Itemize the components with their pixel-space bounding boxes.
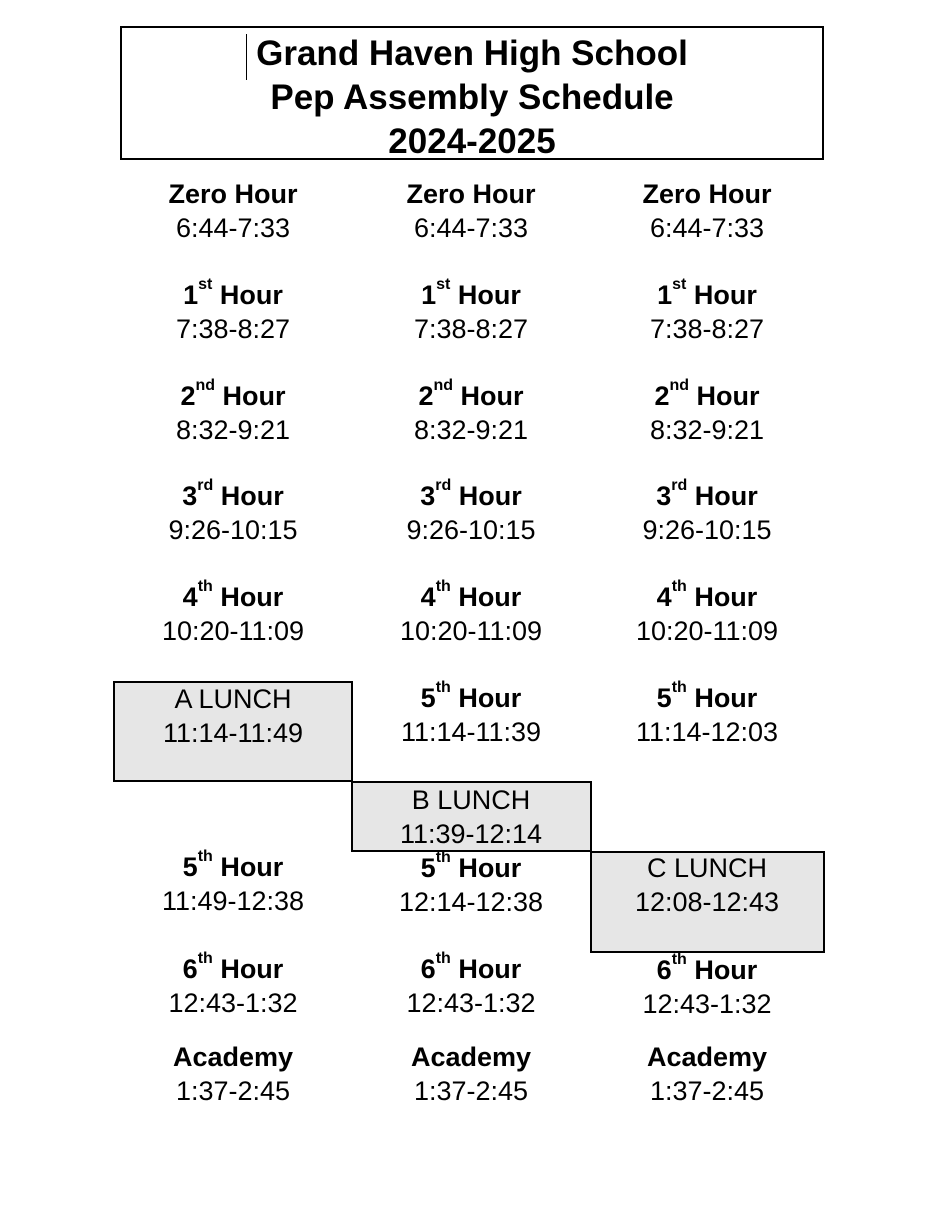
col3-second-hour <box>587 377 827 448</box>
text-columns-1-h3-label: Hour <box>451 481 522 511</box>
text-columns-0-h1-time: 7:38-8:27 <box>175 314 291 344</box>
text-columns-1-zero-time: 6:44-7:33 <box>413 213 529 243</box>
col1-zero-hour <box>113 178 353 246</box>
col3-first-hour <box>587 276 827 347</box>
text-columns-0-h4-sup: th <box>197 578 213 595</box>
text-columns-0-h5-label: Hour <box>212 852 284 882</box>
text-columns-1-h5a-sup: th <box>435 679 451 696</box>
period-label <box>351 578 591 614</box>
text-columns-0-lunch-label: A LUNCH <box>174 684 292 714</box>
col3-zero-hour <box>587 178 827 246</box>
text-columns-0-h6-sup: th <box>197 950 213 967</box>
col1-first-hour <box>113 276 353 347</box>
text-columns-2-h5-label: Hour <box>686 683 758 713</box>
text-columns-1-h5b-time: 12:14-12:38 <box>398 887 544 917</box>
text-columns-0-h3-sup: rd <box>197 477 214 494</box>
period-label <box>351 950 591 986</box>
text-columns-0-academy-label: Academy <box>172 1042 294 1072</box>
text-columns-2-h4-label: Hour <box>686 582 758 612</box>
text-columns-1-academy-label: Academy <box>410 1042 532 1072</box>
period-label <box>113 276 353 312</box>
text-columns-2-h3-sup: rd <box>671 477 688 494</box>
school-name: Grand Haven High School <box>256 34 688 73</box>
col1-academy <box>113 1041 353 1109</box>
period-label <box>113 377 353 413</box>
col3-sixth-hour <box>587 951 827 1022</box>
col1-fourth-hour <box>113 578 353 649</box>
col2-sixth-hour <box>351 950 591 1021</box>
period-label <box>351 276 591 312</box>
text-columns-2-h6-label: Hour <box>686 955 758 985</box>
text-columns-2-h1-sup: st <box>672 276 687 293</box>
col1-fifth-hour <box>113 848 353 919</box>
period-label <box>587 377 827 413</box>
text-columns-1-academy-time: 1:37-2:45 <box>413 1076 529 1106</box>
text-columns-1-lunch-time: 11:39-12:14 <box>399 819 543 849</box>
text-columns-2-h1-num: 1 <box>657 280 673 310</box>
text-columns-0-zero-time: 6:44-7:33 <box>175 213 291 243</box>
col2-fifth-hour-first <box>351 679 591 750</box>
text-columns-0-h4-num: 4 <box>182 582 198 612</box>
text-columns-1-h2-label: Hour <box>453 381 524 411</box>
text-columns-1-h4-num: 4 <box>420 582 436 612</box>
text-columns-0-h6-label: Hour <box>212 954 284 984</box>
text-columns-2-h5-sup: th <box>671 679 687 696</box>
text-columns-2-lunch-label: C LUNCH <box>646 853 767 883</box>
text-columns-1-h3-time: 9:26-10:15 <box>406 515 536 545</box>
text-columns-1-h5a-time: 11:14-11:39 <box>400 717 542 747</box>
text-columns-1-h2-sup: nd <box>433 377 454 394</box>
text-columns-1-h5b-sup: th <box>435 849 451 866</box>
text-columns-0-zero-label: Zero Hour <box>168 179 298 209</box>
text-columns-0-academy-time: 1:37-2:45 <box>175 1076 291 1106</box>
col2-zero-hour <box>351 178 591 246</box>
text-columns-1-h6-time: 12:43-1:32 <box>406 988 536 1018</box>
col1-a-lunch <box>113 683 353 751</box>
text-columns-0-h3-num: 3 <box>182 481 198 511</box>
text-columns-2-h5-time: 11:14-12:03 <box>635 717 779 747</box>
text-columns-0-h1-num: 1 <box>183 280 199 310</box>
text-columns-2-academy-time: 1:37-2:45 <box>649 1076 765 1106</box>
text-columns-1-h6-label: Hour <box>450 954 522 984</box>
text-columns-0-h3-time: 9:26-10:15 <box>168 515 298 545</box>
text-columns-0-h4-time: 10:20-11:09 <box>161 616 305 646</box>
text-columns-2-h2-label: Hour <box>689 381 760 411</box>
text-columns-1-h1-time: 7:38-8:27 <box>413 314 529 344</box>
text-columns-2-h2-num: 2 <box>654 381 670 411</box>
text-columns-0-h2-label: Hour <box>215 381 286 411</box>
text-columns-1-h3-num: 3 <box>420 481 436 511</box>
text-columns-2-lunch-time: 12:08-12:43 <box>634 887 780 917</box>
text-columns-2-zero-label: Zero Hour <box>642 179 772 209</box>
text-columns-0-h2-time: 8:32-9:21 <box>175 415 291 445</box>
period-label <box>113 477 353 513</box>
period-label <box>351 849 591 885</box>
text-columns-0-h1-label: Hour <box>212 280 283 310</box>
col3-fifth-hour <box>587 679 827 750</box>
text-columns-0-h1-sup: st <box>198 276 213 293</box>
schedule-title-box <box>120 26 824 160</box>
text-columns-1-h2-time: 8:32-9:21 <box>413 415 529 445</box>
period-label <box>587 679 827 715</box>
text-columns-2-h1-time: 7:38-8:27 <box>649 314 765 344</box>
text-columns-2-h3-num: 3 <box>656 481 672 511</box>
col3-third-hour <box>587 477 827 548</box>
text-columns-2-h4-time: 10:20-11:09 <box>635 616 779 646</box>
text-columns-2-h6-time: 12:43-1:32 <box>642 989 772 1019</box>
text-columns-2-h2-time: 8:32-9:21 <box>649 415 765 445</box>
col2-academy <box>351 1041 591 1109</box>
period-label <box>587 951 827 987</box>
text-columns-2-zero-time: 6:44-7:33 <box>649 213 765 243</box>
text-columns-1-h4-sup: th <box>435 578 451 595</box>
text-columns-0-h6-num: 6 <box>182 954 198 984</box>
text-columns-1-h3-sup: rd <box>435 477 452 494</box>
text-columns-2-h6-num: 6 <box>656 955 672 985</box>
col2-first-hour <box>351 276 591 347</box>
text-columns-2-h1-label: Hour <box>686 280 757 310</box>
text-columns-1-h2-num: 2 <box>418 381 434 411</box>
text-columns-0-h5-num: 5 <box>182 852 198 882</box>
text-columns-0-h5-time: 11:49-12:38 <box>161 886 305 916</box>
text-columns-0-h4-label: Hour <box>212 582 284 612</box>
period-label <box>351 679 591 715</box>
text-columns-1-h6-sup: th <box>435 950 451 967</box>
text-columns-0-h3-label: Hour <box>213 481 284 511</box>
text-columns-2-h4-sup: th <box>671 578 687 595</box>
col1-second-hour <box>113 377 353 448</box>
text-columns-1-h6-num: 6 <box>420 954 436 984</box>
text-columns-2-h4-num: 4 <box>656 582 672 612</box>
text-columns-0-h6-time: 12:43-1:32 <box>168 988 298 1018</box>
col2-fourth-hour <box>351 578 591 649</box>
text-columns-2-h3-time: 9:26-10:15 <box>642 515 772 545</box>
text-columns-1-h1-sup: st <box>436 276 451 293</box>
text-columns-1-h1-label: Hour <box>450 280 521 310</box>
text-cursor <box>246 34 247 80</box>
text-columns-1-zero-label: Zero Hour <box>406 179 536 209</box>
text-columns-1-h5b-label: Hour <box>450 853 522 883</box>
period-label <box>351 377 591 413</box>
school-year: 2024-2025 <box>388 122 556 161</box>
text-columns-2-academy-label: Academy <box>646 1042 768 1072</box>
text-columns-1-h5b-num: 5 <box>420 853 436 883</box>
col3-fourth-hour <box>587 578 827 649</box>
text-columns-1-h4-label: Hour <box>450 582 522 612</box>
period-label <box>587 477 827 513</box>
schedule-name: Pep Assembly Schedule <box>270 78 674 117</box>
text-columns-0-lunch-time: 11:14-11:49 <box>162 718 304 748</box>
text-columns-2-h6-sup: th <box>671 951 687 968</box>
text-columns-2-h5-num: 5 <box>656 683 672 713</box>
col2-third-hour <box>351 477 591 548</box>
period-label <box>113 578 353 614</box>
text-columns-1-lunch-label: B LUNCH <box>411 785 531 815</box>
text-columns-2-h2-sup: nd <box>669 377 690 394</box>
period-label <box>587 578 827 614</box>
col2-second-hour <box>351 377 591 448</box>
col3-c-lunch <box>587 852 827 920</box>
period-label <box>113 950 353 986</box>
text-columns-1-h5a-num: 5 <box>420 683 436 713</box>
col2-b-lunch <box>351 784 591 852</box>
col3-academy <box>587 1041 827 1109</box>
period-label <box>351 477 591 513</box>
text-columns-1-h5a-label: Hour <box>450 683 522 713</box>
text-columns-0-h2-sup: nd <box>195 377 216 394</box>
text-columns-0-h2-num: 2 <box>180 381 196 411</box>
col1-sixth-hour <box>113 950 353 1021</box>
text-columns-1-h1-num: 1 <box>421 280 437 310</box>
period-label <box>587 276 827 312</box>
col1-third-hour <box>113 477 353 548</box>
text-columns-0-h5-sup: th <box>197 848 213 865</box>
text-columns-1-h4-time: 10:20-11:09 <box>399 616 543 646</box>
text-columns-2-h3-label: Hour <box>687 481 758 511</box>
col2-fifth-hour-second <box>351 849 591 920</box>
period-label <box>113 848 353 884</box>
